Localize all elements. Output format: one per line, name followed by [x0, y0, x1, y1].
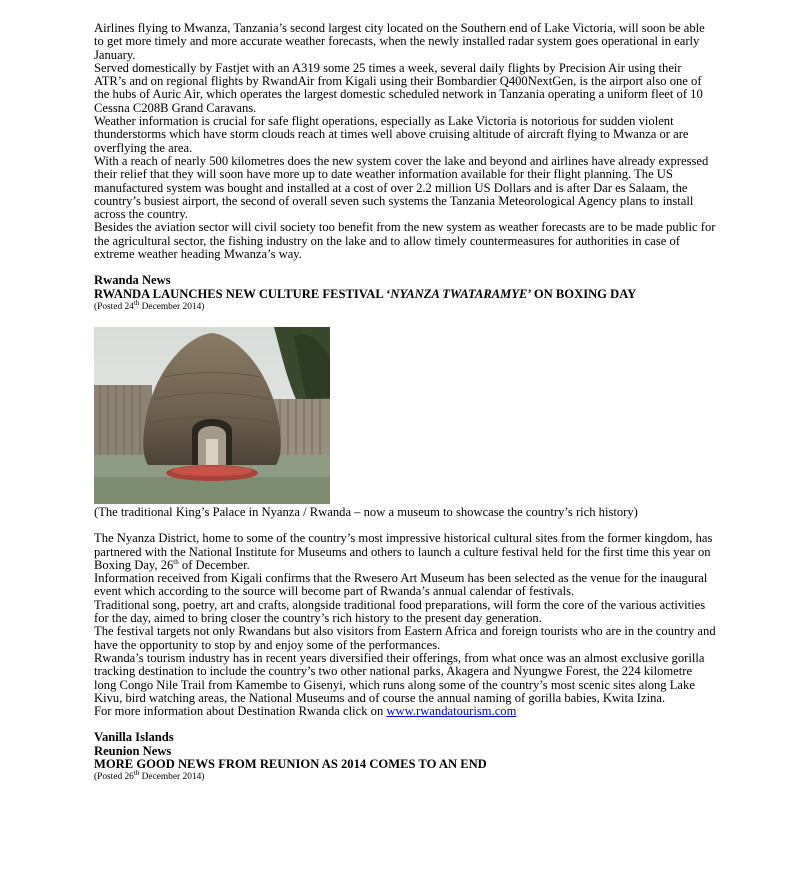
article-headline: RWANDA LAUNCHES NEW CULTURE FESTIVAL ‘NYANZA TWATARAMYE’ ON BOXING DAY: [94, 286, 637, 301]
subsection-title: Reunion News: [94, 743, 172, 758]
rwanda-tourism-link[interactable]: www.rwandatourism.com: [386, 704, 517, 719]
paragraph: Information received from Kigali confirms that the Rwesero Art Museum has been selected as the venue for the inaugural event which according to the source will become part of Rwanda’s annual calendar of festivals.: [94, 571, 708, 599]
paragraph: Rwanda’s tourism industry has in recent years diversified their offerings, from what once was an almost exclusive gorilla tracking destination to include the country’s two other national parks, Akagera and Nyungwe Forest, the 224 kilometre long Congo Nile Trail from Kamembe to Gisenyi, which runs along some of the country’s most scenic sites along Lake Kivu, bird watching areas, the National Museums and of course the annual naming of gorilla babies, Kwita Izina.: [94, 650, 705, 705]
paragraph: With a reach of nearly 500 kilometres does the new system cover the lake and beyond and airlines have already expressed their relief that they will soon have more up to date weather information available for their flight planning. The US manufactured system was bought and installed at a cost of over 2.2 million US Dollars and is after Dar es Salaam, the country’s busiest airport, the second of overall seven such systems the Tanzania Meteorological Agency plans to install across the country.: [94, 153, 709, 222]
tanzania-article: [94, 22, 716, 261]
posted-date: (Posted 24th December 2014): [94, 298, 205, 312]
more-info-line: For more information about Destination Rwanda click on www.rwandatourism.com: [94, 704, 517, 719]
posted-date: (Posted 26th December 2014): [94, 769, 205, 783]
paragraph: Served domestically by Fastjet with an A319 some 25 times a week, several daily flights by Precision Air using their ATR’s and on regional flights by RwandAir from Kigali using their Bombardier Q400NextGen, is the airport also one of the hubs of Auric Air, which operates the largest domestic scheduled network in Tanzania operating a uniform fleet of 10 Cessna C208B Grand Caravans.: [94, 60, 703, 115]
vanilla-article: [94, 731, 716, 783]
kings-palace-photo: [94, 327, 330, 504]
photo-caption: (The traditional King’s Palace in Nyanza / Rwanda – now a museum to showcase the country’s rich history): [94, 504, 638, 519]
paragraph: Besides the aviation sector will civil society too benefit from the new system as weather forecasts are to be made public for the agricultural sector, the fishing industry on the lake and to allow timely countermeasures for authorities in case of extreme weather heading Mwanza’s way.: [94, 220, 716, 262]
paragraph: The festival targets not only Rwandans but also visitors from Eastern Africa and foreign tourists who are in the country and have the opportunity to stop by and enjoy some of the performances.: [94, 624, 716, 652]
paragraph: The Nyanza District, home to some of the country’s most impressive historical cultural sites from the former kingdom, has partnered with the National Institute for Museums and others to launch a culture festival held for the first time this year on Boxing Day, 26th of December.: [94, 531, 713, 572]
section-title: Vanilla Islands: [94, 730, 174, 745]
article-headline: MORE GOOD NEWS FROM REUNION AS 2014 COMES TO AN END: [94, 756, 487, 771]
paragraph: Weather information is crucial for safe flight operations, especially as Lake Victoria is notorious for sudden violent thunderstorms which have storm clouds reach at times well above cruising altitude of aircraft flying to Mwanza or are overflying the area.: [94, 114, 689, 155]
paragraph: Traditional song, poetry, art and crafts, alongside traditional food preparations, will form the core of the various activities for the day, aimed to bring closer the country’s rich history to the present day generation.: [94, 597, 706, 626]
section-title: Rwanda News: [94, 273, 171, 288]
rwanda-article: [94, 274, 716, 718]
document-page: [94, 22, 716, 783]
paragraph: Airlines flying to Mwanza, Tanzania’s second largest city located on the Southern end of Lake Victoria, will soon be able to get more timely and more accurate weather forecasts, when the newly installed radar system goes operational in early January.: [94, 21, 705, 62]
